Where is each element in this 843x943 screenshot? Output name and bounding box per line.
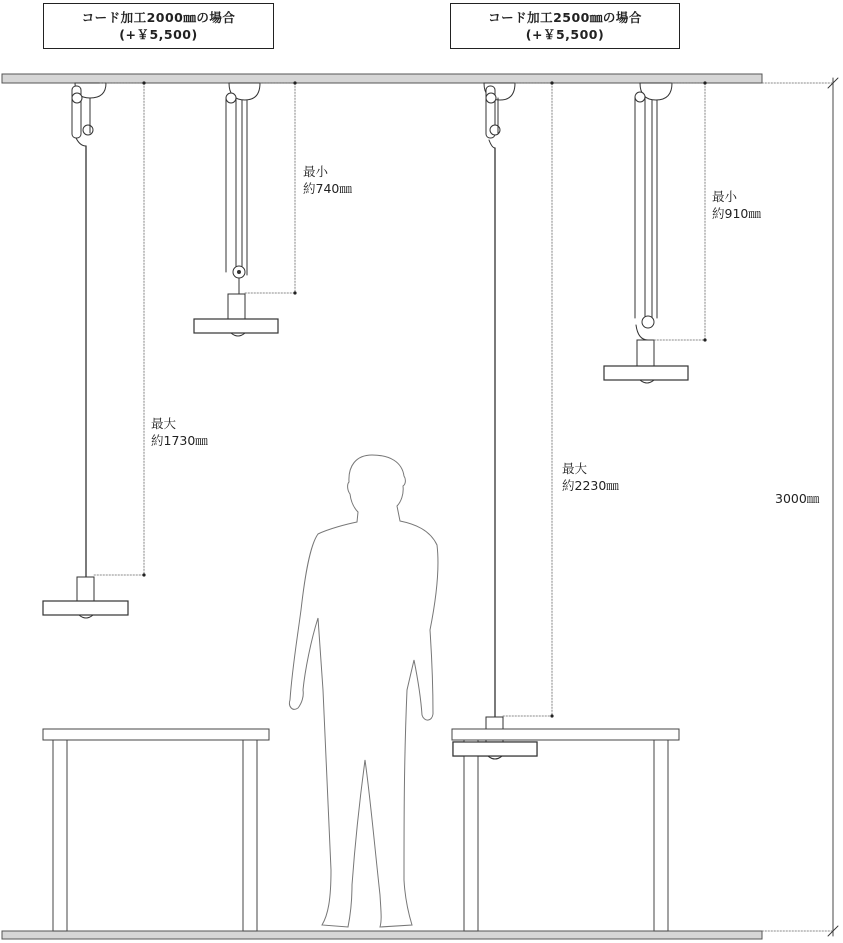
- dim-min-2000-label: 最小: [303, 164, 329, 179]
- dim-label-min-2500: [712, 188, 761, 222]
- lamp-2500-max-shade: [453, 742, 537, 759]
- table-right: [452, 729, 679, 931]
- table-left: [43, 729, 269, 931]
- ceiling-height-dimension: [828, 78, 838, 936]
- header-2000-title: コード加工2000㎜の場合: [81, 10, 236, 25]
- dim-min-2500-label: 最小: [712, 189, 738, 204]
- floor: [2, 931, 762, 939]
- dim-min-2500-value: 約910㎜: [712, 206, 761, 221]
- header-2500-price: (+￥5,500): [525, 27, 605, 42]
- dim-max-2500-value: 約2230㎜: [562, 478, 619, 493]
- header-2500: [450, 3, 680, 49]
- dim-max-2000-label: 最大: [151, 416, 177, 431]
- dim-label-ceiling-height: [775, 490, 819, 507]
- ceiling: [2, 74, 762, 83]
- header-2000: [43, 3, 274, 49]
- dim-label-min-2000: [303, 163, 352, 197]
- person-silhouette: [289, 455, 438, 927]
- dim-max-2000-value: 約1730㎜: [151, 433, 208, 448]
- lamp-2000-min: [194, 83, 278, 336]
- header-2000-price: (+￥5,500): [119, 27, 198, 42]
- dim-label-max-2500: [562, 460, 619, 494]
- lamp-2500-min: [604, 83, 688, 383]
- dim-label-max-2000: [151, 415, 208, 449]
- dim-max-2500-label: 最大: [562, 461, 588, 476]
- dim-min-2000-value: 約740㎜: [303, 181, 352, 196]
- lamp-2000-max: [43, 83, 128, 618]
- ceiling-height-value: 3000㎜: [775, 491, 820, 506]
- lamp-2500-max: [453, 83, 537, 759]
- header-2500-title: コード加工2500㎜の場合: [488, 10, 642, 25]
